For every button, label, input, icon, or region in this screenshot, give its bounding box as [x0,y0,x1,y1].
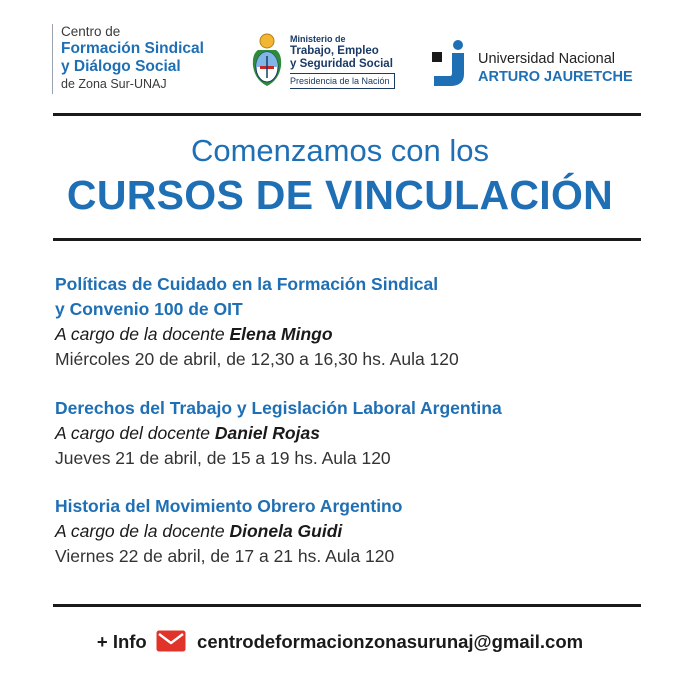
divider-middle [53,238,641,241]
title-main: CURSOS DE VINCULACIÓN [66,172,614,218]
course-title: Políticas de Cuidado en la Formación Sindical [55,274,439,294]
divider-top [53,113,641,116]
ministry-line3: y Seguridad Social [290,58,393,70]
logo-left-line3: y Diálogo Social [61,58,181,75]
course-teacher [55,322,655,347]
ministry-line4: Presidencia de la Nación [290,73,395,89]
course-item [55,494,655,569]
logo-left-line2: Formación Sindical [61,40,204,57]
course-item [55,272,655,372]
footer-contact [0,630,680,653]
course-schedule: Miércoles 20 de abril, de 12,30 a 16,30 hs. Aula 120 [55,349,459,369]
teacher-name: Dionela Guidi [229,521,343,541]
logo-left-line4: de Zona Sur-UNAJ [61,77,167,91]
teacher-name: Daniel Rojas [214,423,320,443]
teacher-prefix: A cargo del docente [55,423,215,443]
logo-ministerio-trabajo [250,32,410,94]
university-line2: ARTURO JAURETCHE [478,69,633,85]
logo-centro-formacion-sindical [52,24,204,94]
title-intro: Comenzamos con los [190,133,490,168]
teacher-prefix: A cargo de la docente [55,521,230,541]
logo-left-line1: Centro de [61,24,121,39]
teacher-name: Elena Mingo [229,324,333,344]
info-label: + Info [96,631,147,652]
coat-of-arms-icon [250,32,284,88]
mail-icon [156,630,186,652]
ministry-line1: Ministerio de [290,34,346,44]
teacher-prefix: A cargo de la docente [55,324,230,344]
course-title: Derechos del Trabajo y Legislación Laboral Argentina [55,398,502,418]
course-title-line2: y Convenio 100 de OIT [55,299,243,319]
university-line1: Universidad Nacional [478,51,616,67]
ministry-line2: Trabajo, Empleo [290,45,379,57]
divider-bottom [53,604,641,607]
logo-universidad-jauretche [432,40,647,90]
course-schedule: Jueves 21 de abril, de 15 a 19 hs. Aula 120 [55,448,391,468]
contact-email-link[interactable]: centrodeformacionzonasurunaj@gmail.com [197,631,584,652]
course-schedule: Viernes 22 de abril, de 17 a 21 hs. Aula 120 [55,546,395,566]
course-item [55,396,655,471]
course-teacher [55,519,655,544]
unaj-j-icon [432,40,468,88]
course-title: Historia del Movimiento Obrero Argentino [55,496,403,516]
course-teacher [55,421,655,446]
